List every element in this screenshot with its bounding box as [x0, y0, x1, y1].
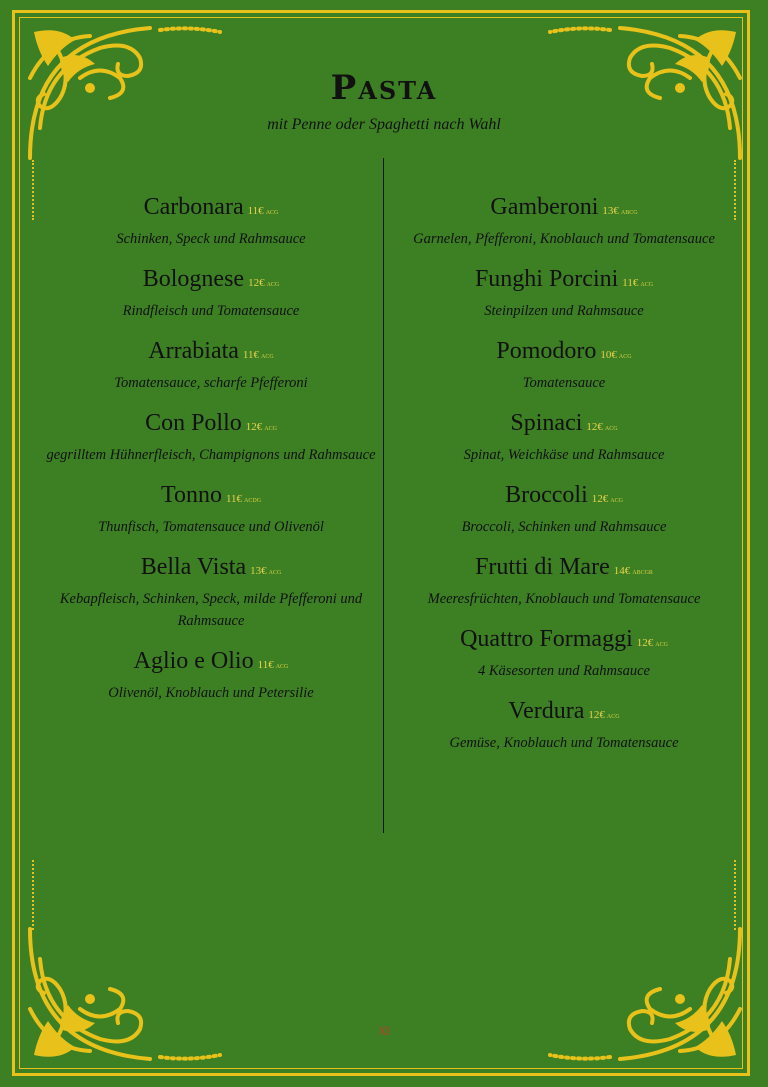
allergen-codes: ACDG — [244, 498, 262, 504]
dish-price: 12€ — [588, 709, 605, 721]
dish-price: 11€ — [622, 277, 639, 289]
page-title: Pasta — [330, 68, 438, 108]
menu-item — [395, 336, 733, 394]
dish-price: 11€ — [257, 659, 274, 671]
menu-item — [38, 192, 384, 250]
dish-name: Funghi Porcini — [474, 266, 619, 292]
menu-item — [395, 624, 733, 682]
dish-name: Tonno — [160, 482, 222, 508]
dish-name: Frutti di Mare — [475, 554, 610, 580]
allergen-codes: ACG — [264, 426, 277, 432]
allergen-codes: ACG — [266, 282, 280, 288]
dish-price: 12€ — [586, 421, 603, 433]
dish-price: 14€ — [613, 565, 631, 577]
dotted-border — [734, 160, 738, 220]
dish-name: Verdura — [508, 698, 585, 724]
dish-description: Steinpilzen und Rahmsauce — [484, 303, 644, 319]
dish-description: Olivenöl, Knoblauch und Petersilie — [108, 685, 314, 701]
menu-item — [38, 552, 384, 632]
dish-name: Con Pollo — [145, 410, 242, 436]
allergen-codes: ACG — [655, 642, 668, 648]
menu-item — [395, 552, 733, 610]
menu-column-left — [38, 192, 384, 718]
menu-item — [395, 408, 733, 466]
dish-description: Rindfleisch und Tomatensauce — [122, 303, 300, 319]
dish-name: Pomodoro — [496, 338, 597, 364]
dish-price: 12€ — [248, 277, 265, 289]
allergen-codes: ACG — [261, 354, 274, 360]
menu-item — [38, 646, 384, 704]
corner-ornament-icon — [540, 919, 750, 1069]
dish-name: Bolognese — [142, 266, 245, 292]
menu-item — [395, 480, 733, 538]
dish-description: Schinken, Speck und Rahmsauce — [116, 231, 306, 247]
dish-price: 11€ — [247, 205, 264, 217]
dish-description: Garnelen, Pfefferoni, Knoblauch und Tomatensauce — [413, 231, 715, 247]
allergen-codes: ACG — [640, 282, 654, 288]
allergen-codes: ABCG — [620, 210, 638, 216]
dish-name: Spinaci — [510, 410, 583, 436]
dish-price: 13€ — [602, 205, 619, 217]
allergen-codes: ACG — [604, 426, 618, 432]
allergen-codes: ACG — [606, 714, 620, 720]
dish-price: 12€ — [636, 637, 654, 649]
dish-description: Spinat, Weichkäse und Rahmsauce — [463, 447, 665, 463]
allergen-codes: ACG — [610, 498, 623, 504]
dish-name: Broccoli — [505, 482, 588, 508]
dish-description: Kebapfleisch, Schinken, Speck, milde Pfefferoni und Rahmsauce — [59, 591, 363, 629]
dish-description: Tomatensauce, scharfe Pfefferoni — [114, 375, 308, 391]
dish-name: Gamberoni — [490, 194, 599, 220]
allergen-codes: ACG — [618, 354, 632, 360]
dish-price: 13€ — [250, 565, 267, 577]
allergen-codes: ACG — [268, 570, 282, 576]
dish-price: 10€ — [600, 349, 617, 361]
dish-description: gegrilltem Hühnerfleisch, Champignons und Rahmsauce — [46, 447, 376, 463]
dish-description: Tomatensauce — [522, 375, 606, 391]
dish-name: Aglio e Olio — [133, 648, 254, 674]
menu-item — [38, 264, 384, 322]
dish-price: 12€ — [245, 421, 263, 433]
dotted-border — [32, 160, 36, 220]
dish-description: Meeresfrüchten, Knoblauch und Tomatensauce — [427, 591, 701, 607]
dish-description: 4 Käsesorten und Rahmsauce — [478, 663, 650, 679]
allergen-codes: ABCGR — [632, 570, 653, 576]
dish-description: Thunfisch, Tomatensauce und Olivenöl — [98, 519, 324, 535]
menu-column-right — [395, 192, 733, 768]
menu-item — [395, 192, 733, 250]
menu-item — [38, 336, 384, 394]
menu-item — [38, 480, 384, 538]
allergen-codes: ACG — [275, 664, 289, 670]
dish-name: Arrabiata — [148, 338, 239, 364]
dish-price: 11€ — [225, 493, 243, 505]
dotted-border — [32, 860, 36, 930]
dish-price: 11€ — [242, 349, 260, 361]
dish-description: Gemüse, Knoblauch und Tomatensauce — [449, 735, 679, 751]
allergen-codes: ACG — [265, 210, 279, 216]
menu-item — [395, 696, 733, 754]
dotted-border — [734, 860, 738, 930]
dish-price: 12€ — [591, 493, 609, 505]
dish-name: Carbonara — [143, 194, 244, 220]
menu-item — [395, 264, 733, 322]
page-number: XI — [378, 1024, 390, 1038]
corner-ornament-icon — [20, 919, 230, 1069]
page-subtitle: mit Penne oder Spaghetti nach Wahl — [267, 116, 501, 133]
dish-name: Bella Vista — [140, 554, 247, 580]
dish-name: Quattro Formaggi — [460, 626, 633, 652]
dish-description: Broccoli, Schinken und Rahmsauce — [461, 519, 667, 535]
menu-item — [38, 408, 384, 466]
